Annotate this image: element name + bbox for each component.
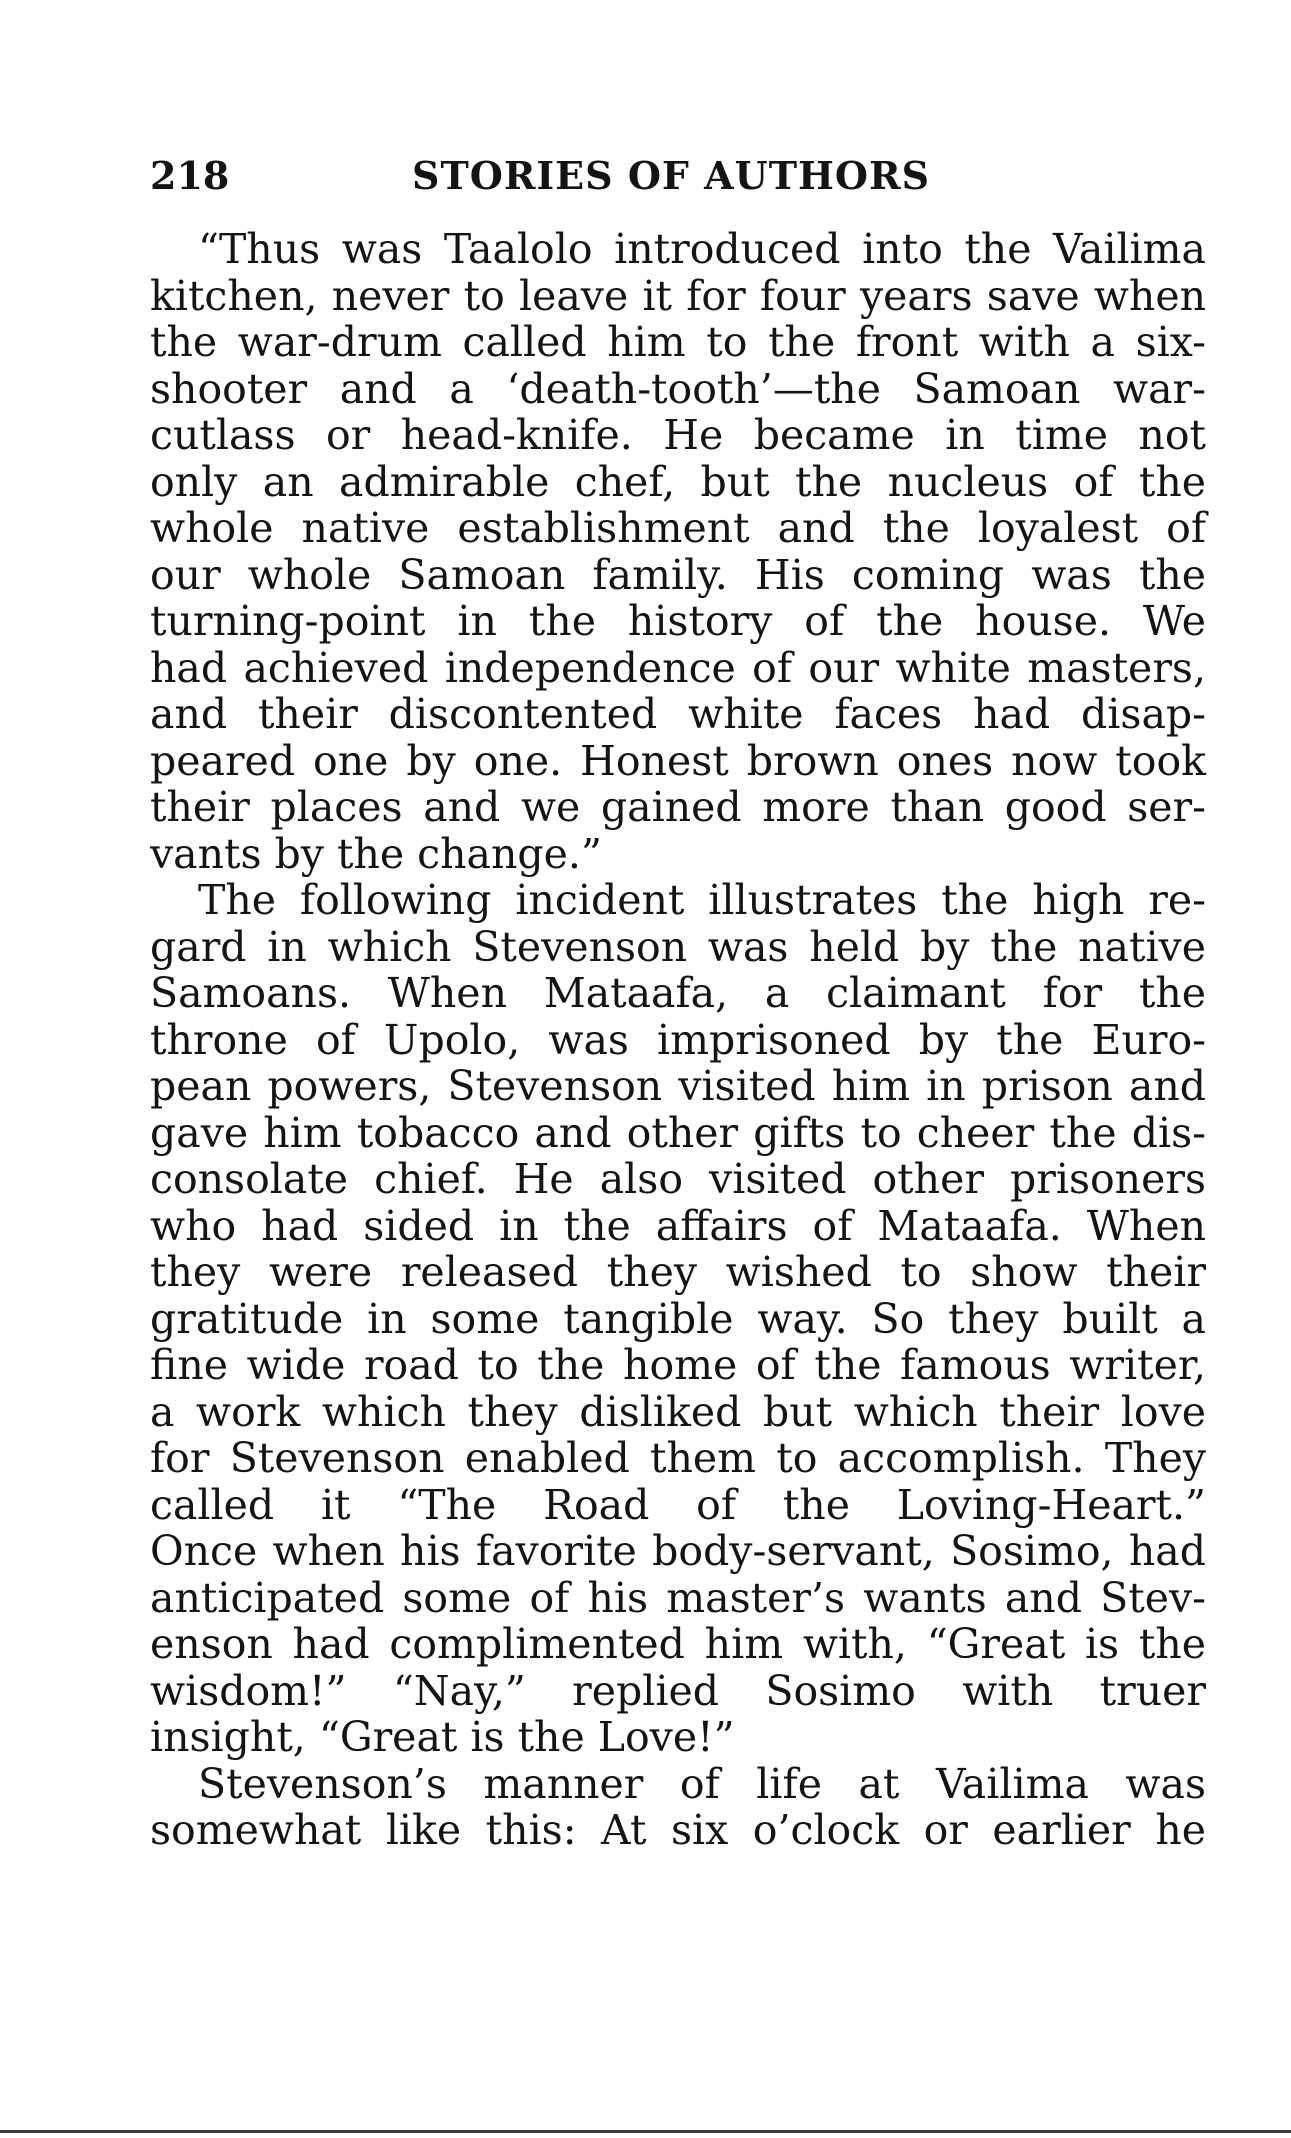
text-line: pean powers, Stevenson visited him in prison and [150, 1062, 1206, 1110]
text-line: throne of Upolo, was imprisoned by the Euro- [150, 1015, 1206, 1064]
text-line: a work which they disliked but which their love [150, 1387, 1206, 1436]
text-line: Stevenson’s manner of life at Vailima was [198, 1759, 1206, 1808]
text-line: the war-drum called him to the front with a six- [150, 318, 1206, 366]
text-line: wisdom!” “Nay,” replied Sosimo with truer [150, 1666, 1206, 1715]
page-number: 218 [150, 153, 230, 198]
text-line: gave him tobacco and other gifts to cheer the dis- [150, 1108, 1206, 1157]
text-line: anticipated some of his master’s wants and Stev- [150, 1573, 1206, 1622]
text-line: insight, “Great is the Love!” [150, 1713, 735, 1761]
text-line: their places and we gained more than good ser- [150, 783, 1206, 831]
paragraph-1 [150, 226, 1206, 877]
text-line: for Stevenson enabled them to accomplish. They [150, 1434, 1206, 1482]
text-line: shooter and a ‘death-tooth’—the Samoan war- [150, 364, 1206, 413]
text-line: vants by the change.” [150, 829, 602, 878]
paragraph-2 [150, 877, 1206, 1761]
text-line: consolate chief. He also visited other prisoners [150, 1155, 1206, 1203]
text-line: whole native establishment and the loyalest of [150, 504, 1206, 552]
text-line: only an admirable chef, but the nucleus of the [150, 457, 1206, 506]
text-line: and their discontented white faces had disap- [150, 690, 1206, 738]
text-line: somewhat like this: At six o’clock or earlier he [150, 1806, 1206, 1854]
running-head: STORIES OF AUTHORS [412, 153, 931, 198]
text-line: “Thus was Taalolo introduced into the Vailima [198, 225, 1206, 273]
text-line: turning-point in the history of the house. We [150, 597, 1206, 645]
text-line: our whole Samoan family. His coming was the [150, 550, 1206, 599]
text-line: Samoans. When Mataafa, a claimant for the [150, 969, 1206, 1017]
text-line: called it “The Road of the Loving-Heart.” [150, 1480, 1206, 1529]
bottom-rule [0, 2130, 1291, 2133]
text-line: Once when his favorite body-servant, Sosimo, had [150, 1527, 1206, 1575]
body-text [150, 226, 1206, 1854]
text-line: cutlass or head-knife. He became in time not [150, 411, 1206, 459]
paragraph-3 [150, 1761, 1206, 1854]
text-line: gard in which Stevenson was held by the native [150, 922, 1206, 971]
text-line: enson had complimented him with, “Great is the [150, 1620, 1206, 1668]
text-line: who had sided in the affairs of Mataafa. When [150, 1201, 1206, 1250]
text-line: gratitude in some tangible way. So they built a [150, 1294, 1206, 1343]
text-line: fine wide road to the home of the famous writer, [150, 1341, 1206, 1389]
text-line: kitchen, never to leave it for four years save when [150, 271, 1206, 320]
text-line: had achieved independence of our white masters, [150, 643, 1206, 692]
page-header [150, 148, 1210, 204]
text-line: they were released they wished to show their [150, 1248, 1206, 1296]
text-line: The following incident illustrates the high re- [198, 876, 1206, 924]
text-line: peared one by one. Honest brown ones now took [150, 736, 1206, 785]
